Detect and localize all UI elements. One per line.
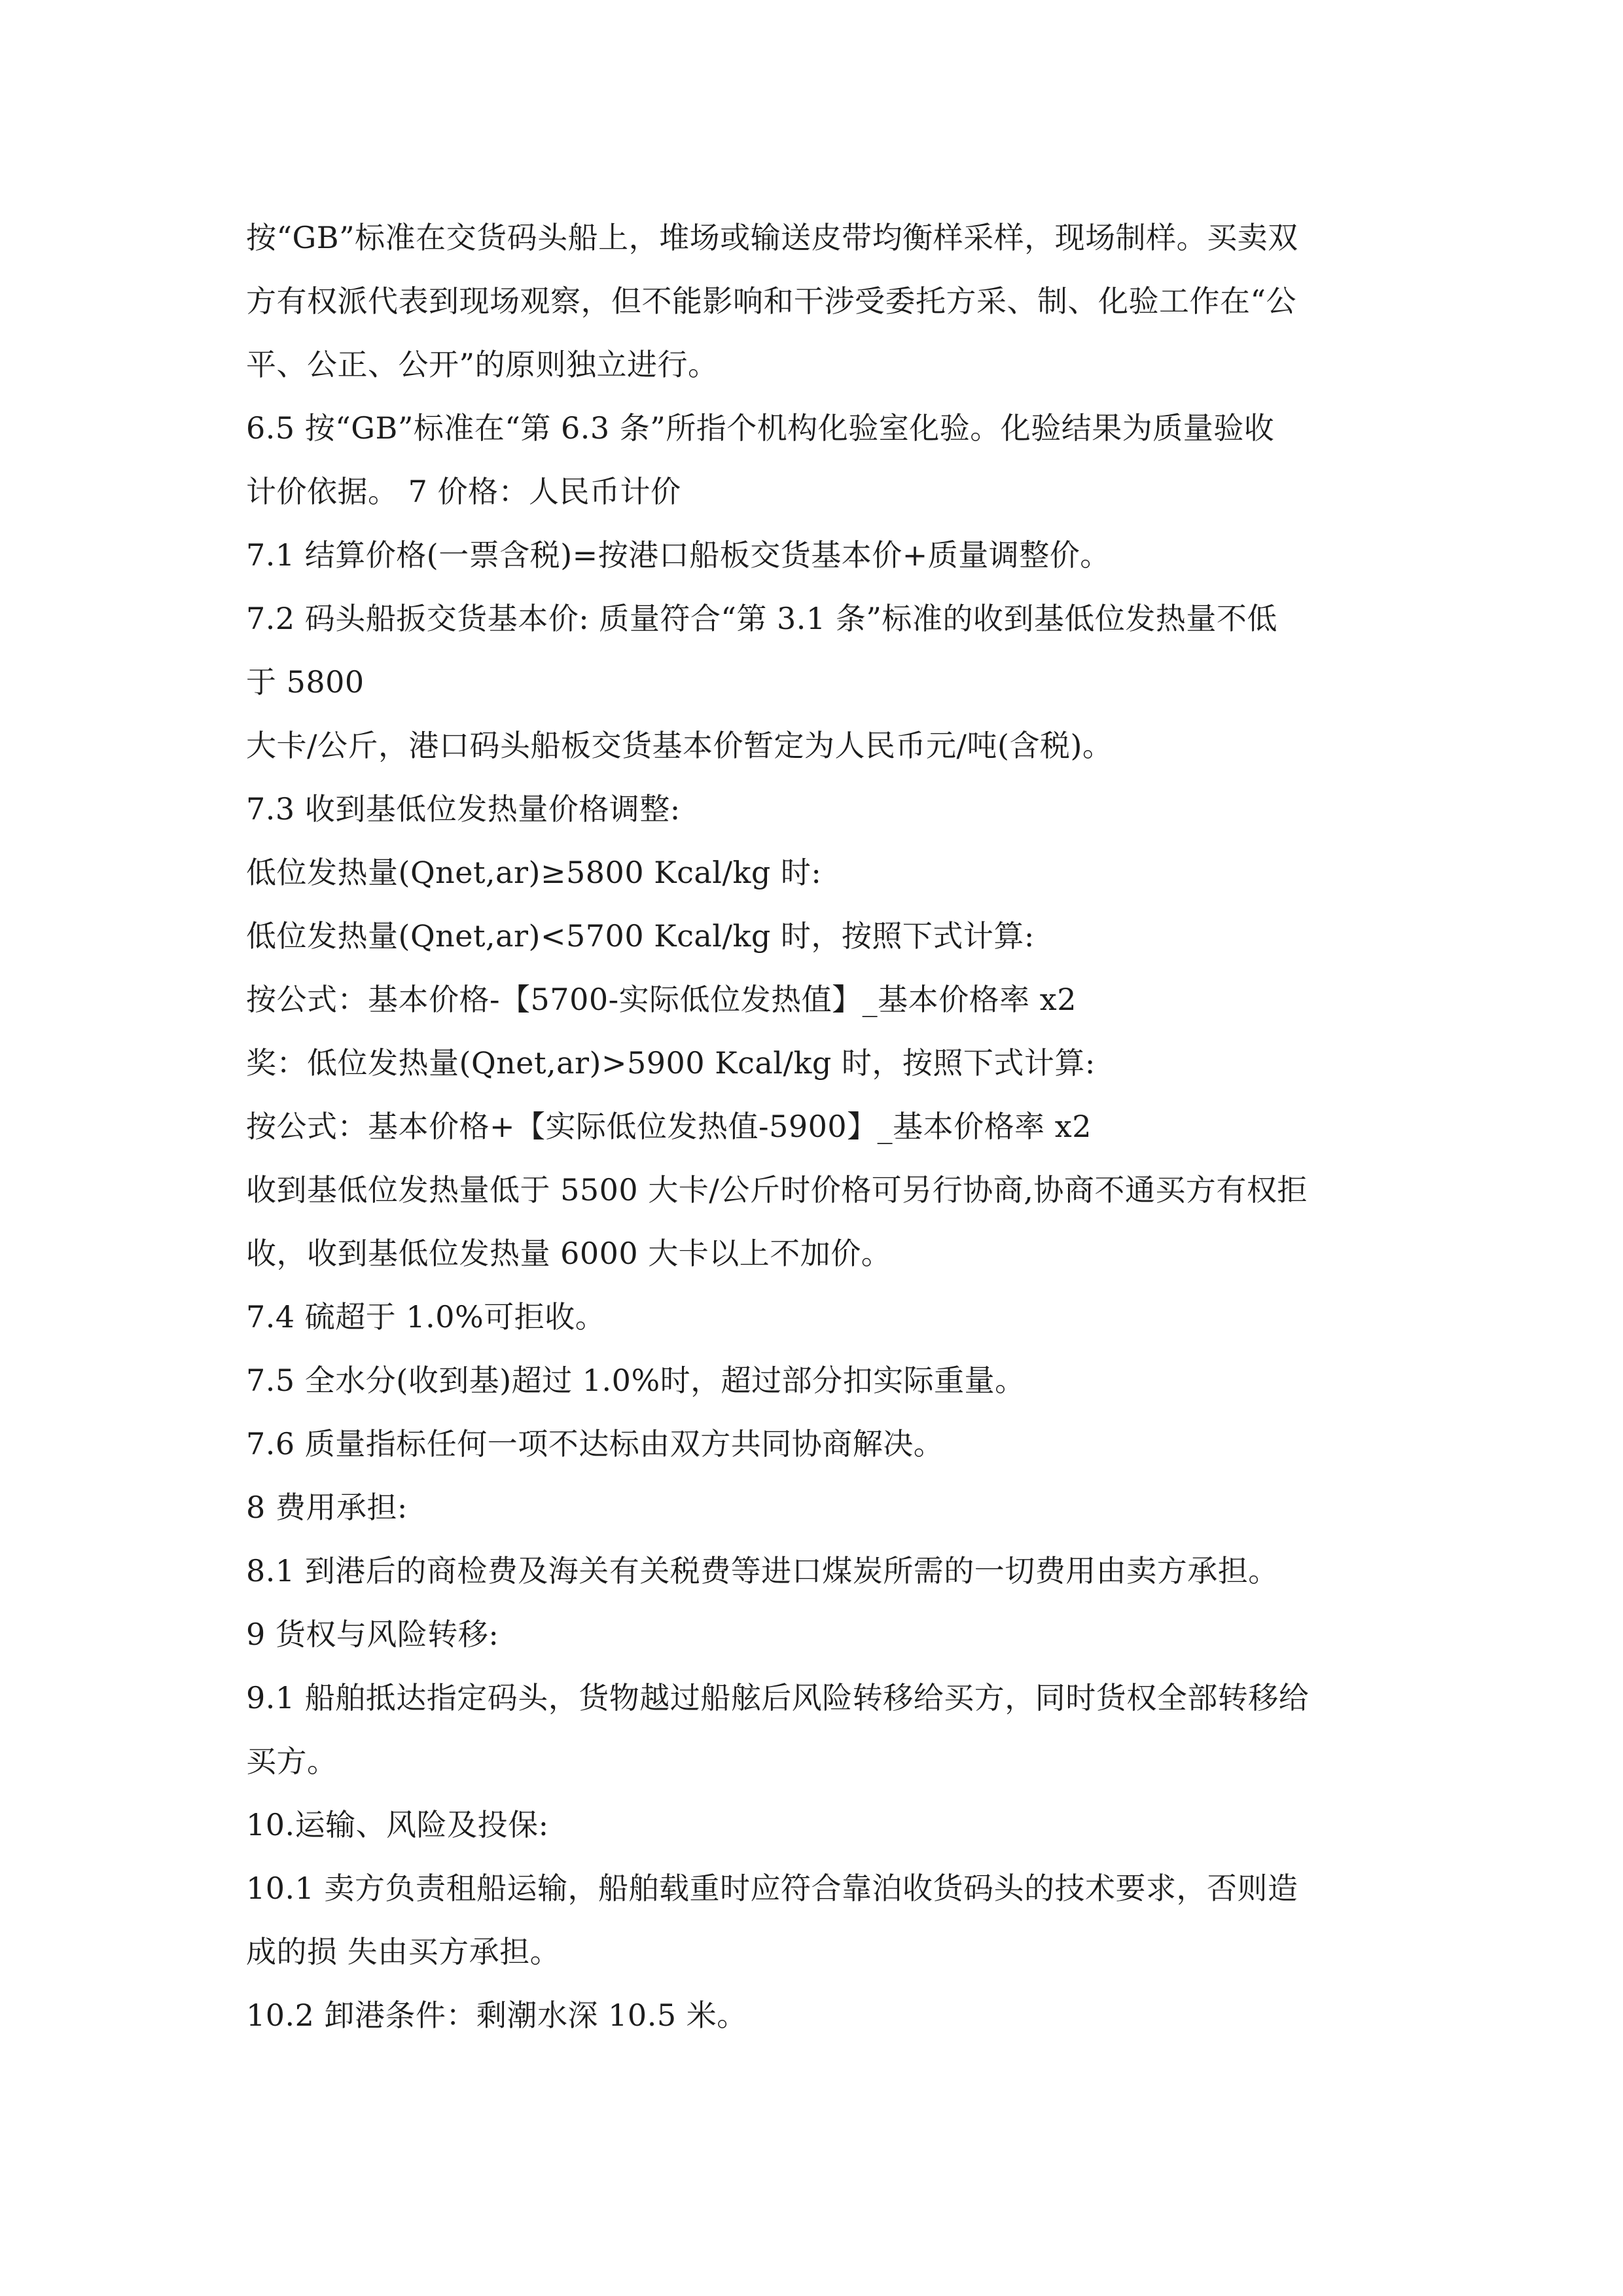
text-line: 7.1 结算价格(一票含税)=按港口船板交货基本价+质量调整价。 — [246, 537, 1111, 573]
text-line: 收，收到基低位发热量 6000 大卡以上不加价。 — [246, 1236, 892, 1271]
text-line: 7.4 硫超于 1.0%可拒收。 — [246, 1299, 606, 1335]
text-line: 8 费用承担: — [246, 1490, 408, 1525]
document-body — [246, 206, 1377, 2047]
text-line: 奖：低位发热量(Qnet,ar)>5900 Kcal/kg 时，按照下式计算: — [246, 1045, 1096, 1081]
text-line: 7.6 质量指标任何一项不达标由双方共同协商解决。 — [246, 1426, 944, 1462]
text-line: 7.3 收到基低位发热量价格调整: — [246, 791, 681, 827]
text-line: 计价依据。 7 价格：人民币计价 — [246, 474, 681, 509]
text-line: 成的损 失由买方承担。 — [246, 1934, 561, 1969]
text-line: 按公式：基本价格+【实际低位发热值-5900】_基本价格率 x2 — [246, 1109, 1092, 1144]
text-line: 平、公正、公开”的原则独立进行。 — [246, 347, 719, 382]
text-line: 6.5 按“GB”标准在“第 6.3 条”所指个机构化验室化验。化验结果为质量验收 — [246, 410, 1275, 446]
text-line: 买方。 — [246, 1744, 338, 1779]
text-line: 10.1 卖方负责租船运输，船舶载重时应符合靠泊收货码头的技术要求，否则造 — [246, 1871, 1298, 1906]
text-line: 9 货权与风险转移: — [246, 1617, 499, 1652]
text-line: 7.5 全水分(收到基)超过 1.0%时，超过部分扣实际重量。 — [246, 1363, 1026, 1398]
text-line: 9.1 船舶抵达指定码头，货物越过船舷后风险转移给买方，同时货权全部转移给 — [246, 1680, 1310, 1715]
text-line: 于 5800 — [246, 664, 365, 700]
text-line: 大卡/公斤，港口码头船板交货基本价暂定为人民币元/吨(含税)。 — [246, 728, 1113, 763]
text-line: 8.1 到港后的商检费及海关有关税费等进口煤炭所需的一切费用由卖方承担。 — [246, 1553, 1279, 1588]
text-line: 低位发热量(Qnet,ar)≥5800 Kcal/kg 时: — [246, 855, 822, 890]
text-line: 按公式：基本价格-【5700-实际低位发热值】_基本价格率 x2 — [246, 982, 1077, 1017]
text-line: 低位发热量(Qnet,ar)<5700 Kcal/kg 时，按照下式计算: — [246, 918, 1035, 954]
text-line: 方有权派代表到现场观察，但不能影响和干涉受委托方采、制、化验工作在“公 — [246, 283, 1297, 319]
text-line: 10.2 卸港条件：剩潮水深 10.5 米。 — [246, 1998, 747, 2033]
text-line: 7.2 码头船扳交货基本价: 质量符合“第 3.1 条”标准的收到基低位发热量不低 — [246, 601, 1277, 636]
text-line: 按“GB”标准在交货码头船上，堆场或输送皮带均衡样采样，现场制样。买卖双 — [246, 220, 1298, 255]
text-line: 收到基低位发热量低于 5500 大卡/公斤时价格可另行协商,协商不通买方有权拒 — [246, 1172, 1308, 1208]
text-line: 10.运输、风险及投保: — [246, 1807, 549, 1842]
